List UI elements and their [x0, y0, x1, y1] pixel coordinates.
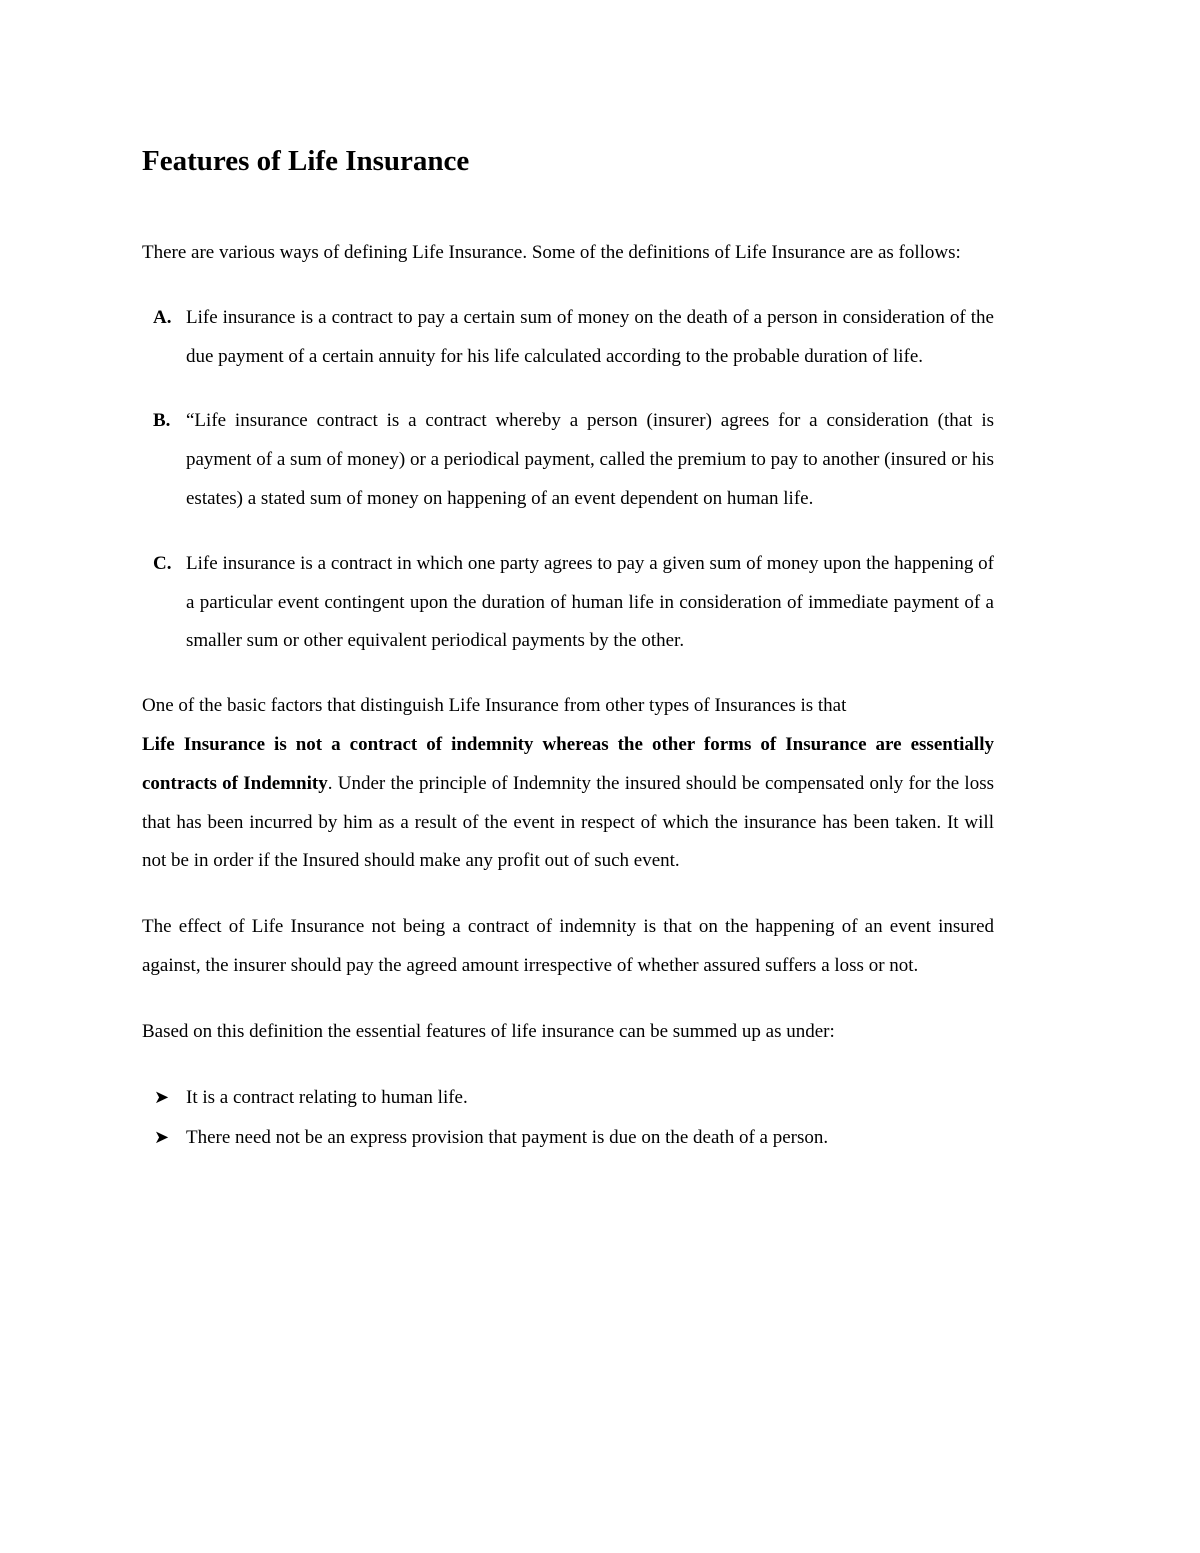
arrow-bullet-icon: ➤: [154, 1126, 170, 1148]
document-page: [142, 140, 994, 1158]
definition-item-c: [142, 545, 994, 661]
feature-text: There need not be an express provision that payment is due on the death of a person.: [186, 1126, 829, 1148]
definition-item-a: [142, 299, 994, 377]
definition-text: “Life insurance contract is a contract whereby a person (insurer) agrees for a consideration (that is payment of a sum of money) or a periodical payment, called the premium to pay to another (insured or his estates) a stated sum of money on happening of an event dependent on human life.: [186, 410, 994, 509]
list-marker: C.: [153, 552, 172, 574]
feature-item: [142, 1118, 994, 1158]
feature-item: [142, 1078, 994, 1118]
indemnity-paragraph: [142, 687, 994, 881]
list-marker: A.: [153, 306, 172, 328]
page-title: Features of Life Insurance: [142, 145, 470, 177]
arrow-bullet-icon: ➤: [154, 1086, 170, 1108]
feature-text: It is a contract relating to human life.: [186, 1086, 468, 1108]
definition-text: Life insurance is a contract to pay a certain sum of money on the death of a person in consideration of the due payment of a certain annuity for his life calculated according to the probable duration of life.: [186, 306, 994, 367]
list-marker: B.: [153, 410, 171, 432]
features-list: [142, 1078, 994, 1158]
summary-intro-paragraph: Based on this definition the essential features of life insurance can be summed up as under:: [142, 1020, 835, 1042]
intro-paragraph: There are various ways of defining Life Insurance. Some of the definitions of Life Insurance are as follows:: [142, 242, 961, 263]
definition-item-b: [142, 402, 994, 518]
indemnity-intro-line: One of the basic factors that distinguish Life Insurance from other types of Insurances is that: [142, 695, 847, 717]
definition-text: Life insurance is a contract in which one party agrees to pay a given sum of money upon the happening of a particular event contingent upon the duration of human life in consideration of immediate payment of a smaller sum or other equivalent periodical payments by the other.: [186, 552, 994, 652]
indemnity-explanation: . Under the principle of Indemnity the insured should be compensated only for the loss that has been incurred by him as a result of the event in respect of which the insurance has been taken. It will not be in order if the Insured should make any profit out of such event.: [142, 772, 994, 872]
definitions-list: [142, 299, 994, 661]
effect-paragraph: The effect of Life Insurance not being a contract of indemnity is that on the happening of an event insured against, the insurer should pay the agreed amount irrespective of whether assured suffers a loss or not.: [142, 916, 994, 976]
indemnity-bold-statement: Life Insurance is not a contract of indemnity whereas the other forms of Insurance are essentially contracts of Indemnity: [142, 733, 994, 794]
